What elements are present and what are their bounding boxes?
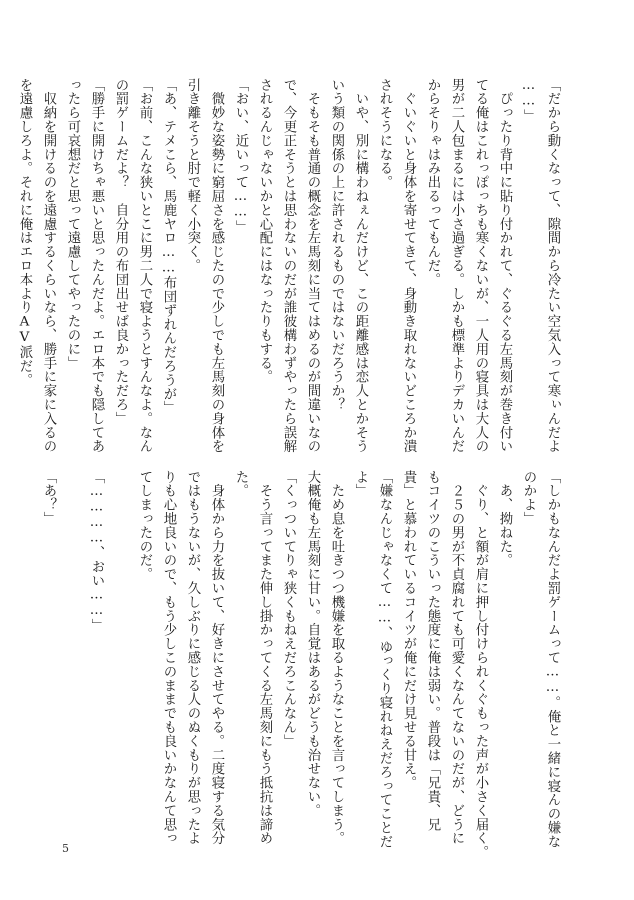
text-line: 貴」と慕われているコイツが俺にだけ見せる甘え。: [401, 470, 416, 790]
text-line: 「あ？」: [41, 470, 56, 526]
text-line: ……」: [521, 78, 536, 123]
text-line: 「だから動くなって、隙間から冷たい空気入って寒ぃんだよ: [545, 78, 560, 454]
text-block-upper: [12, 78, 564, 454]
text-line: ため息を吐きつつ機嫌を取るようなことを言ってしまう。: [329, 470, 344, 846]
text-line: 「しかもなんだよ罰ゲームって……。俺と一緒に寝んの嫌な: [545, 470, 560, 849]
text-line: 「嫌なんじゃなくて……、ゆっくり寝れねえだろってことだ: [377, 470, 392, 849]
text-line: のかよ」: [521, 470, 536, 526]
text-line: 「くっついてりゃ狭くもねえだろこんなん」: [281, 470, 296, 748]
text-line: ぴったり背中に貼り付かれて、ぐるぐる左馬刻が巻き付い: [497, 78, 512, 454]
text-line: ２５の男が不貞腐れても可愛くなんてないのだが、どうに: [449, 470, 464, 846]
text-line: されるんじゃないかと心配にはなったりもする。: [257, 78, 272, 384]
text-line: 収納を開けるのを遠慮するくらいなら、勝手に家に入るの: [41, 78, 56, 454]
text-line: てしまったのだ。: [137, 470, 152, 582]
page-number: 5: [62, 842, 69, 855]
text-line: ではもうないが、久しぶりに感じる人のぬくもりが思ったよ: [185, 470, 200, 846]
text-line: よ」: [353, 470, 368, 498]
text-line: いや、別に構わねぇんだけど、この距離感は恋人とかそう: [353, 78, 368, 454]
text-line: ぐいぐいと身体を寄せてきて、身動き取れないどころか潰: [401, 78, 416, 454]
text-line: もコイツのこういった態度に俺は弱い。普段は「兄貴、兄: [425, 470, 440, 832]
text-line: あ、拗ねた。: [497, 470, 512, 568]
text-line: されそうになる。: [377, 78, 392, 190]
text-line: 「お前、こんな狭いとこに男二人で寝ようとすんなよ。なん: [137, 78, 152, 454]
text-line: 「勝手に開けちゃ悪いと思ったんだよ。エロ本でも隠してあ: [89, 78, 104, 454]
text-line: 微妙な姿勢に窮屈さを感じたので少しでも左馬刻の身体を: [209, 78, 224, 454]
text-line: 大概俺も左馬刻に甘い。自覚はあるがどうも治せない。: [305, 470, 320, 818]
text-line: りも心地良いので、もう少しこのままでも良いかなんて思っ: [161, 470, 176, 846]
text-line: 「おい、近いって……」: [233, 78, 248, 235]
text-line: 引き離そうと肘で軽く小突く。: [185, 78, 200, 273]
text-line: からそりゃはみ出るってもんだ。: [425, 78, 440, 287]
text-line: [108, 470, 132, 835]
text-line: の罰ゲームだよ？ 自分用の布団出せば良かっただろ」: [113, 78, 128, 426]
text-line: そもそも普通の概念を左馬刻に当てはめるのが間違いなの: [305, 78, 320, 454]
text-line: を遠慮しろよ。それに俺はエロ本よりAV派だ。: [17, 78, 32, 387]
text-line: てる俺はこれっぽっちも寒くないが、一人用の寝具は大人の: [473, 78, 488, 454]
text-line: そう言ってまた伸し掛かってくる左馬刻にもう抵抗は諦め: [257, 470, 272, 846]
text-line: ぐり、と額が肩に押し付けられくぐもった声が小さく届く。: [473, 470, 488, 860]
text-line: [60, 470, 84, 835]
text-line: 男が二人包まるには小さ過ぎる。しかも標準よりデカいんだ: [449, 78, 464, 454]
text-block-lower: [36, 470, 564, 860]
text-line: 「…………、おい……」: [89, 470, 104, 633]
text-line: 「あ、テメこら、馬鹿ヤロ……布団ずれんだろうが」: [161, 78, 176, 415]
text-line: た。: [233, 470, 248, 498]
text-line: で、今更正そうとは思わないのだが誰彼構わずやったら誤解: [281, 78, 296, 454]
text-line: ったら可哀想だと思って遠慮してやったのに」: [65, 78, 80, 370]
text-line: いう類の関係の上に許されるものではないだろうか？: [329, 78, 344, 412]
text-line: 身体から力を抜いて、好きにさせてやる。二度寝する気分: [209, 470, 224, 846]
